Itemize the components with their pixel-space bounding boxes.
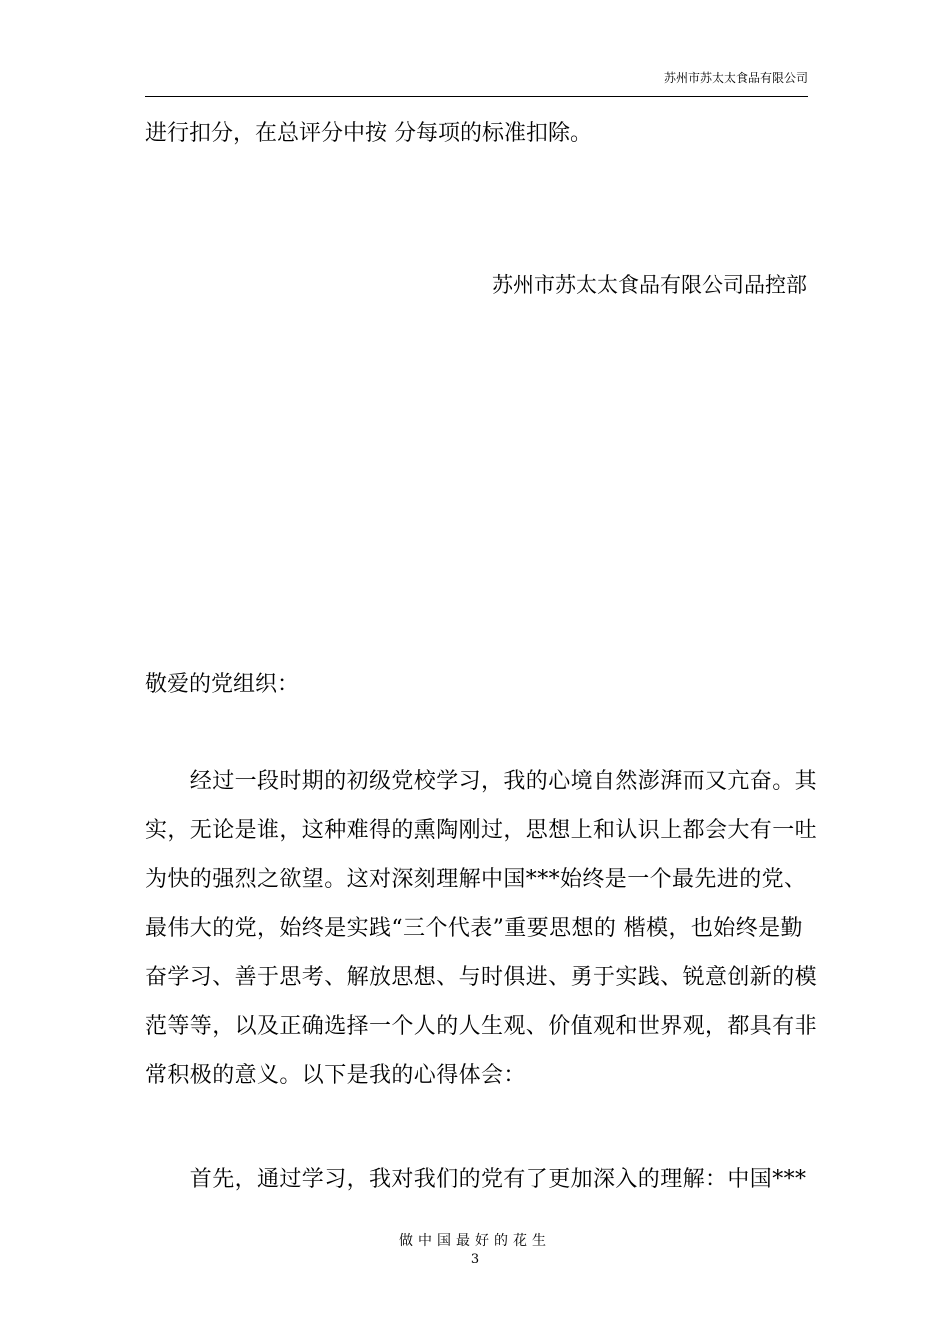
header-divider	[145, 96, 808, 97]
paragraph-1-line: 经过一段时期的初级党校学习，我的心境自然澎湃而又亢奋。其	[145, 769, 818, 794]
department-signature: 苏州市苏太太食品有限公司品控部	[492, 273, 807, 297]
letter-salutation: 敬爱的党组织：	[145, 672, 300, 697]
footer-slogan: 做中国最好的花生	[399, 1233, 551, 1249]
paragraph-1-line: 实，无论是谁，这种难得的熏陶刚过，思想上和认识上都会大有一吐	[145, 818, 818, 843]
paragraph-1-line: 常积极的意义。以下是我的心得体会：	[145, 1063, 526, 1088]
paragraph-1-line: 奋学习、善于思考、解放思想、与时俱进、勇于实践、锐意创新的模	[145, 965, 818, 990]
paragraph-1-line: 为快的强烈之欲望。这对深刻理解中国***始终是一个最先进的党、	[145, 867, 807, 892]
text-line-top: 进行扣分，在总评分中按 分每项的标准扣除。	[145, 121, 592, 146]
paragraph-1-line: 范等等，以及正确选择一个人的人生观、价值观和世界观，都具有非	[145, 1014, 818, 1039]
header-company-name: 苏州市苏太太食品有限公司	[663, 71, 808, 85]
page-number: 3	[470, 1252, 480, 1267]
paragraph-2-line: 首先，通过学习，我对我们的党有了更加深入的理解：中国***	[145, 1167, 807, 1192]
paragraph-1-line: 最伟大的党，始终是实践“三个代表”重要思想的 楷模，也始终是勤	[145, 916, 803, 941]
